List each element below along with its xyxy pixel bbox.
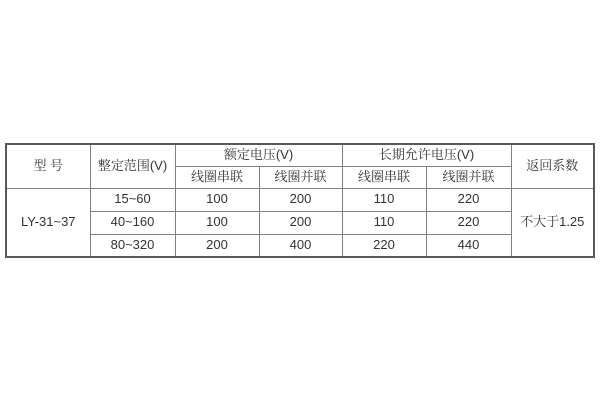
cell-setting-range: 80~320 — [90, 234, 175, 257]
header-rated-voltage: 额定电压(V) — [175, 144, 342, 166]
cell-long-series: 110 — [342, 211, 426, 234]
cell-long-parallel: 220 — [426, 211, 511, 234]
header-long-term-voltage: 长期允许电压(V) — [342, 144, 511, 166]
cell-rated-parallel: 200 — [259, 188, 342, 211]
table-row — [6, 234, 594, 257]
header-long-coil-series: 线圈串联 — [342, 166, 426, 188]
cell-long-parallel: 440 — [426, 234, 511, 257]
cell-rated-parallel: 200 — [259, 211, 342, 234]
cell-setting-range: 40~160 — [90, 211, 175, 234]
cell-rated-series: 200 — [175, 234, 259, 257]
cell-long-series: 110 — [342, 188, 426, 211]
header-long-coil-parallel: 线圈并联 — [426, 166, 511, 188]
cell-setting-range: 15~60 — [90, 188, 175, 211]
cell-rated-series: 100 — [175, 188, 259, 211]
cell-rated-series: 100 — [175, 211, 259, 234]
header-rated-coil-parallel: 线圈并联 — [259, 166, 342, 188]
cell-return-coefficient-value: 不大于1.25 — [511, 188, 594, 257]
header-return-coefficient: 返回系数 — [511, 144, 594, 188]
table-row — [6, 211, 594, 234]
header-setting-range: 整定范围(V) — [90, 144, 175, 188]
header-rated-coil-series: 线圈串联 — [175, 166, 259, 188]
cell-long-series: 220 — [342, 234, 426, 257]
header-row-groups — [6, 144, 594, 166]
table-row — [6, 188, 594, 211]
header-model: 型 号 — [6, 144, 90, 188]
cell-long-parallel: 220 — [426, 188, 511, 211]
cell-model-value: LY-31~37 — [6, 188, 90, 257]
relay-spec-table — [5, 143, 595, 258]
cell-rated-parallel: 400 — [259, 234, 342, 257]
